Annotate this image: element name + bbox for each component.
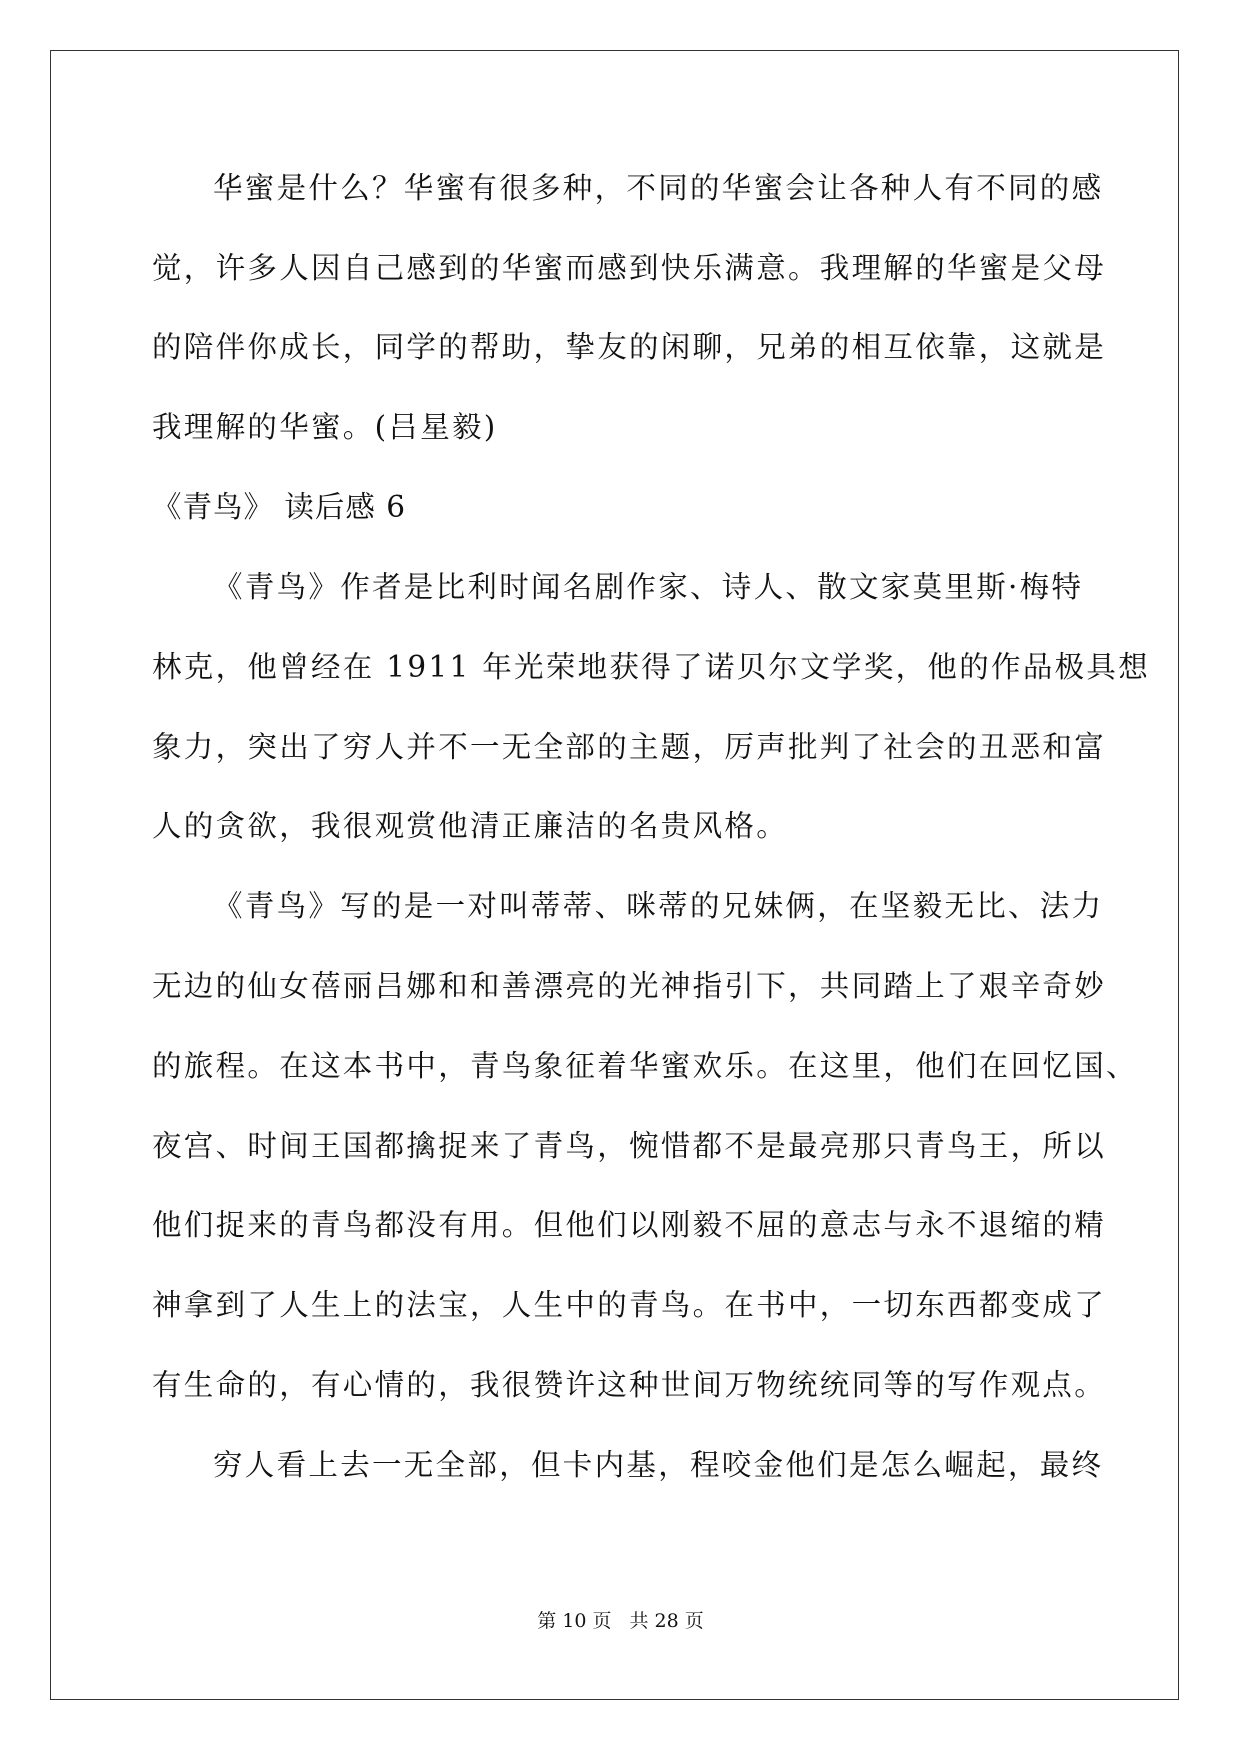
page-total: 共 28 页 <box>629 1610 704 1632</box>
paragraph-line: 无边的仙女蓓丽吕娜和和善漂亮的光神指引下，共同踏上了艰辛奇妙 <box>152 969 1107 1003</box>
paragraph-line: 觉，许多人因自己感到的华蜜而感到快乐满意。我理解的华蜜是父母 <box>152 251 1107 285</box>
paragraph-line: 神拿到了人生上的法宝，人生中的青鸟。在书中，一切东西都变成了 <box>152 1288 1107 1322</box>
paragraph-line: 我理解的华蜜。(吕星毅) <box>152 410 498 444</box>
paragraph-line: 《青鸟》写的是一对叫蒂蒂、咪蒂的兄妹俩，在坚毅无比、法力 <box>213 889 1104 923</box>
page-number: 第 10 页 <box>537 1610 612 1632</box>
paragraph-line: 华蜜是什么？华蜜有很多种，不同的华蜜会让各种人有不同的感 <box>213 171 1104 205</box>
paragraph-line: 穷人看上去一无全部，但卡内基，程咬金他们是怎么崛起，最终 <box>213 1448 1104 1482</box>
paragraph-line: 象力，突出了穷人并不一无全部的主题，厉声批判了社会的丑恶和富 <box>152 730 1107 764</box>
paragraph-line: 《青鸟》作者是比利时闻名剧作家、诗人、散文家莫里斯·梅特 <box>213 570 1084 604</box>
section-heading: 《青鸟》 读后感 6 <box>152 490 407 524</box>
paragraph-line: 的旅程。在这本书中，青鸟象征着华蜜欢乐。在这里，他们在回忆国、 <box>152 1049 1138 1083</box>
paragraph-line: 人的贪欲，我很观赏他清正廉洁的名贵风格。 <box>152 809 789 843</box>
page-footer <box>0 1608 1241 1634</box>
paragraph-line: 夜宫、时间王国都擒捉来了青鸟，惋惜都不是最亮那只青鸟王，所以 <box>152 1129 1107 1163</box>
paragraph-line: 的陪伴你成长，同学的帮助，挚友的闲聊，兄弟的相互依靠，这就是 <box>152 330 1107 364</box>
paragraph-line: 他们捉来的青鸟都没有用。但他们以刚毅不屈的意志与永不退缩的精 <box>152 1208 1107 1242</box>
paragraph-line: 林克，他曾经在 1911 年光荣地获得了诺贝尔文学奖，他的作品极具想 <box>152 650 1151 684</box>
paragraph-line: 有生命的，有心情的，我很赞许这种世间万物统统同等的写作观点。 <box>152 1368 1107 1402</box>
